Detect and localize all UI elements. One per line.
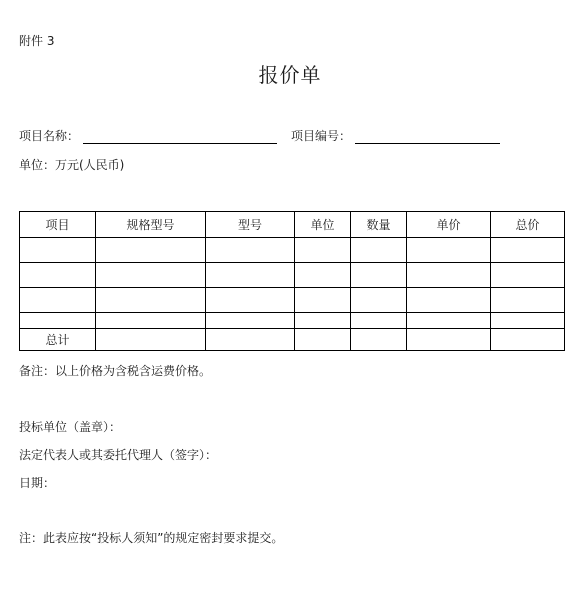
- table-row: [20, 238, 565, 263]
- table-cell[interactable]: [351, 263, 407, 288]
- table-cell[interactable]: [20, 263, 96, 288]
- table-cell[interactable]: [295, 238, 351, 263]
- bidder-seal-label: 投标单位（盖章）：: [19, 420, 122, 434]
- table-cell[interactable]: [20, 238, 96, 263]
- project-code-blank-line[interactable]: [355, 129, 500, 144]
- table-cell[interactable]: [295, 329, 351, 351]
- header-model: 型号: [206, 212, 295, 238]
- project-code-label: 项目编号：: [291, 129, 352, 143]
- header-item: 项目: [20, 212, 96, 238]
- table-cell[interactable]: [351, 313, 407, 329]
- table-cell[interactable]: [491, 263, 565, 288]
- attachment-label: 附件 3: [19, 34, 55, 48]
- header-unit: 单位: [295, 212, 351, 238]
- table-cell[interactable]: [295, 288, 351, 313]
- table-row: [20, 263, 565, 288]
- header-unit-price: 单价: [407, 212, 491, 238]
- quote-table: [19, 211, 565, 351]
- header-spec-model: 规格型号: [96, 212, 206, 238]
- remark-text: 备注：以上价格为含税含运费价格。: [19, 364, 212, 378]
- table-cell[interactable]: [96, 238, 206, 263]
- project-name-blank-line[interactable]: [83, 129, 277, 144]
- table-cell[interactable]: [206, 238, 295, 263]
- table-cell[interactable]: [407, 313, 491, 329]
- table-cell[interactable]: [96, 329, 206, 351]
- header-total-price: 总价: [491, 212, 565, 238]
- table-cell[interactable]: [351, 288, 407, 313]
- submission-note: 注：此表应按“投标人须知”的规定密封要求提交。: [19, 531, 284, 545]
- table-cell[interactable]: [407, 238, 491, 263]
- table-cell[interactable]: [407, 329, 491, 351]
- legal-representative-label: 法定代表人或其委托代理人（签字）：: [19, 448, 218, 462]
- table-cell[interactable]: [491, 288, 565, 313]
- project-fields-row: [19, 127, 500, 144]
- table-cell[interactable]: [206, 329, 295, 351]
- table-cell[interactable]: [491, 238, 565, 263]
- table-row: [20, 288, 565, 313]
- table-cell[interactable]: [491, 329, 565, 351]
- table-cell[interactable]: [295, 263, 351, 288]
- table-cell[interactable]: [206, 313, 295, 329]
- table-cell[interactable]: [407, 263, 491, 288]
- document-title: 报价单: [258, 63, 322, 87]
- table-cell[interactable]: [96, 263, 206, 288]
- total-label: 总计: [20, 329, 96, 351]
- project-name-label: 项目名称：: [19, 129, 80, 143]
- table-cell[interactable]: [96, 313, 206, 329]
- table-cell[interactable]: [96, 288, 206, 313]
- table-cell[interactable]: [351, 238, 407, 263]
- table-cell[interactable]: [206, 288, 295, 313]
- table-cell[interactable]: [20, 313, 96, 329]
- table-cell[interactable]: [20, 288, 96, 313]
- table-cell[interactable]: [295, 313, 351, 329]
- table-cell[interactable]: [407, 288, 491, 313]
- currency-unit-note: 单位：万元(人民币): [19, 158, 125, 172]
- date-label: 日期：: [19, 476, 56, 490]
- table-total-row: [20, 329, 565, 351]
- table-cell[interactable]: [491, 313, 565, 329]
- table-header-row: [20, 212, 565, 238]
- table-cell[interactable]: [206, 263, 295, 288]
- table-row: [20, 313, 565, 329]
- table-cell[interactable]: [351, 329, 407, 351]
- header-quantity: 数量: [351, 212, 407, 238]
